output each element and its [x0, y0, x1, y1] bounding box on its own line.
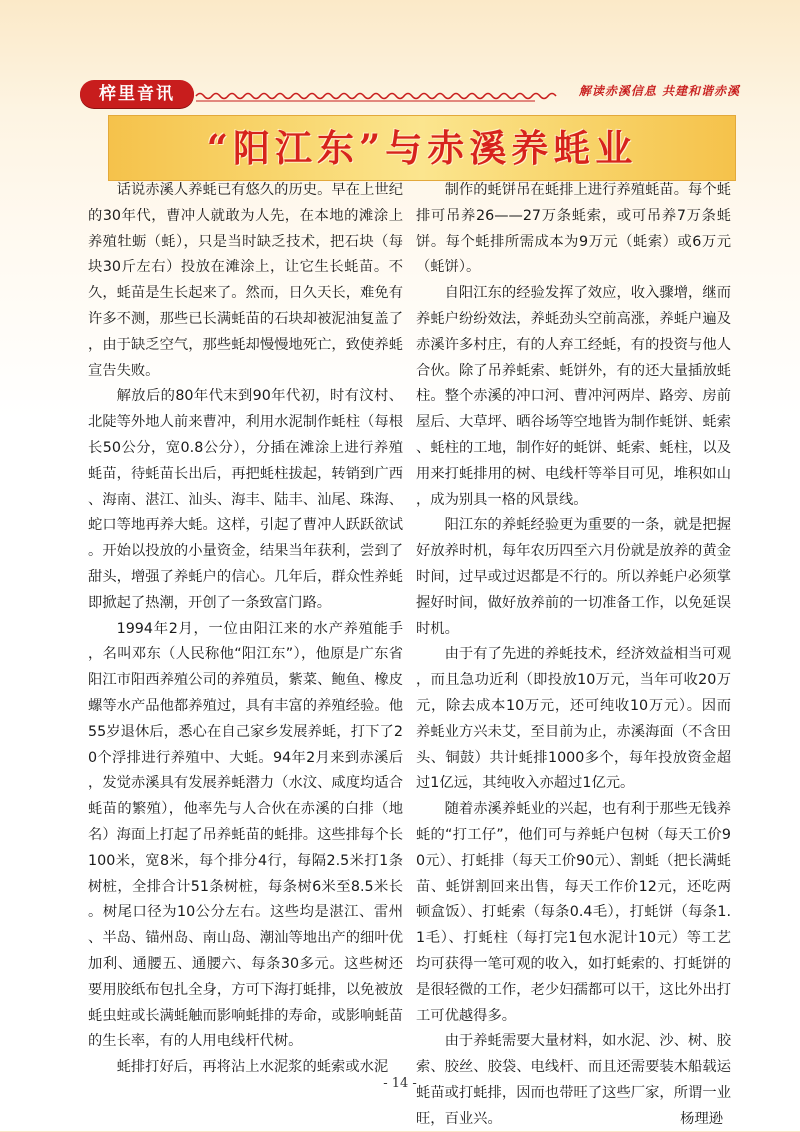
article-column-left	[88, 178, 403, 1081]
paragraph: 由于有了先进的养蚝技术，经济效益相当可观，而且急功近利（即投放10万元，当年可收20万元，除去成本10万元，还可纯收10万元）。因而养蚝业方兴未艾，至目前为止，赤溪海面（不含田头、铜鼓）共计蚝排1000多个，每年投放资金超过1亿远，其纯收入亦超过1亿元。	[416, 646, 731, 792]
paragraph: 解放后的80年代末到90年代初，时有汶村、北陡等外地人前来曹冲，利用水泥制作蚝柱（每根长50公分，宽0.8公分），分插在滩涂上进行养殖蚝苗，待蚝苗长出后，再把蚝柱拔起，转销到广西、海南、湛江、汕头、海丰、陆丰、汕尾、珠海、蛇口等地再养大蚝。这样，引起了曹冲人跃跃欲试。开始以投放的小量资金，结果当年获利，尝到了甜头，增强了养蚝户的信心。几年后，群众性养蚝即掀起了热潮，开创了一条致富门路。	[88, 388, 403, 611]
page-number: - 14 -	[383, 1076, 417, 1091]
paragraph: 由于养蚝需要大量材料，如水泥、沙、树、胶索、胶丝、胶袋、电线杆、而且还需要装木船载运蚝苗或打蚝排，因而也带旺了这些厂家，所谓一业旺，百业兴。	[416, 1033, 731, 1127]
paragraph: 1994年2月，一位由阳江来的水产养殖能手，名叫邓东（人民称他“阳江东”），他原是广东省阳江市阳西养殖公司的养殖员，紫菜、鲍鱼、橡皮螺等水产品他都养殖过，具有丰富的养殖经验。他55岁退休后，悉心在自己家乡发展养蚝，打下了20个浮排进行养殖中、大蚝。94年2月来到赤溪后，发觉赤溪具有发展养蚝潜力（水汶、咸度均适合蚝苗的繁殖），他率先与人合伙在赤溪的白排（地名）海面上打起了吊养蚝苗的蚝排。这些排每个长100米，宽8米，每个排分4行，每隔2.5米打1条树桩，全排合计51条树桩，每条树6米至8.5米长。树尾口径为10公分左右。这些均是湛江、雷州、半岛、锚州岛、南山岛、潮汕等地出产的细叶优加利、通腰五、通腰六、每条30多元。这些树还要用胶纸布包扎全身，方可下海打蚝排，以免被放蚝虫蛀或长满蚝触而影响蚝排的寿命，或影响蚝苗的生长率，有的人用电线杆代树。	[88, 620, 403, 1050]
paragraph: 自阳江东的经验发挥了效应，收入骤增，继而养蚝户纷纷效法，养蚝劲头空前高涨，养蚝户遍及赤溪许多村庄，有的人弃工经蚝，有的投资与他人合伙。除了吊养蚝索、蚝饼外，有的还大量插放蚝柱。整个赤溪的冲口河、曹冲河两岸、路旁、房前屋后、大草坪、晒谷场等空地皆为制作蚝饼、蚝索、蚝柱的工地，制作好的蚝饼、蚝索、蚝柱，以及用来打蚝排用的树、电线杆等举目可见，堆积如山，成为别具一格的风景线。	[416, 285, 731, 508]
article-title: “阳江东”与赤溪养蚝业	[206, 126, 638, 170]
article-author: 杨理逊	[680, 1110, 723, 1127]
paragraph: 阳江东的养蚝经验更为重要的一条，就是把握好放养时机，每年农历四至六月份就是放养的黄金时间，过早或过迟都是不行的。所以养蚝户必须掌握好时间，做好放养前的一切准备工作，以免延误时机。	[416, 517, 731, 637]
article-column-right	[416, 178, 731, 1132]
section-tag: 梓里音讯	[80, 80, 194, 108]
paragraph: 话说赤溪人养蚝已有悠久的历史。早在上世纪的30年代，曹冲人就敢为人先，在本地的滩涂上养殖牡蛎（蚝），只是当时缺乏技术，把石块（每块30斤左右）投放在滩涂上，让它生长蚝苗。不久，蚝苗是生长起来了。然而，日久天长，难免有许多不测，那些已长满蚝苗的石块却被泥油复盖了，由于缺乏空气，那些蚝却慢慢地死亡，致使养蚝宣告失败。	[88, 182, 403, 379]
paragraph: 随着赤溪养蚝业的兴起，也有利于那些无钱养蚝的“打工仔”，他们可与养蚝户包树（每天工价90元）、打蚝排（每天工价90元）、割蚝（把长满蚝苗、蚝饼割回来出售，每天工作价12元，还吃两顿盒饭）、打蚝索（每条0.4毛），打蚝饼（每条1.1毛）、打蚝柱（每打完1包水泥计10元）等工艺均可获得一笔可观的收入，如打蚝索的、打蚝饼的是很轻微的工作，老少妇孺都可以干，这比外出打工可优越得多。	[416, 801, 731, 1024]
paragraph: 蚝排打好后，再将沾上水泥浆的蚝索或水泥	[116, 1059, 389, 1076]
header-slogan: 解读赤溪信息 共建和谐赤溪	[578, 84, 740, 98]
paragraph: 制作的蚝饼吊在蚝排上进行养殖蚝苗。每个蚝排可吊养26——27万条蚝索，或可吊养7万条蚝饼。每个蚝排所需成本为9万元（蚝索）或6万元（蚝饼）。	[416, 182, 731, 276]
